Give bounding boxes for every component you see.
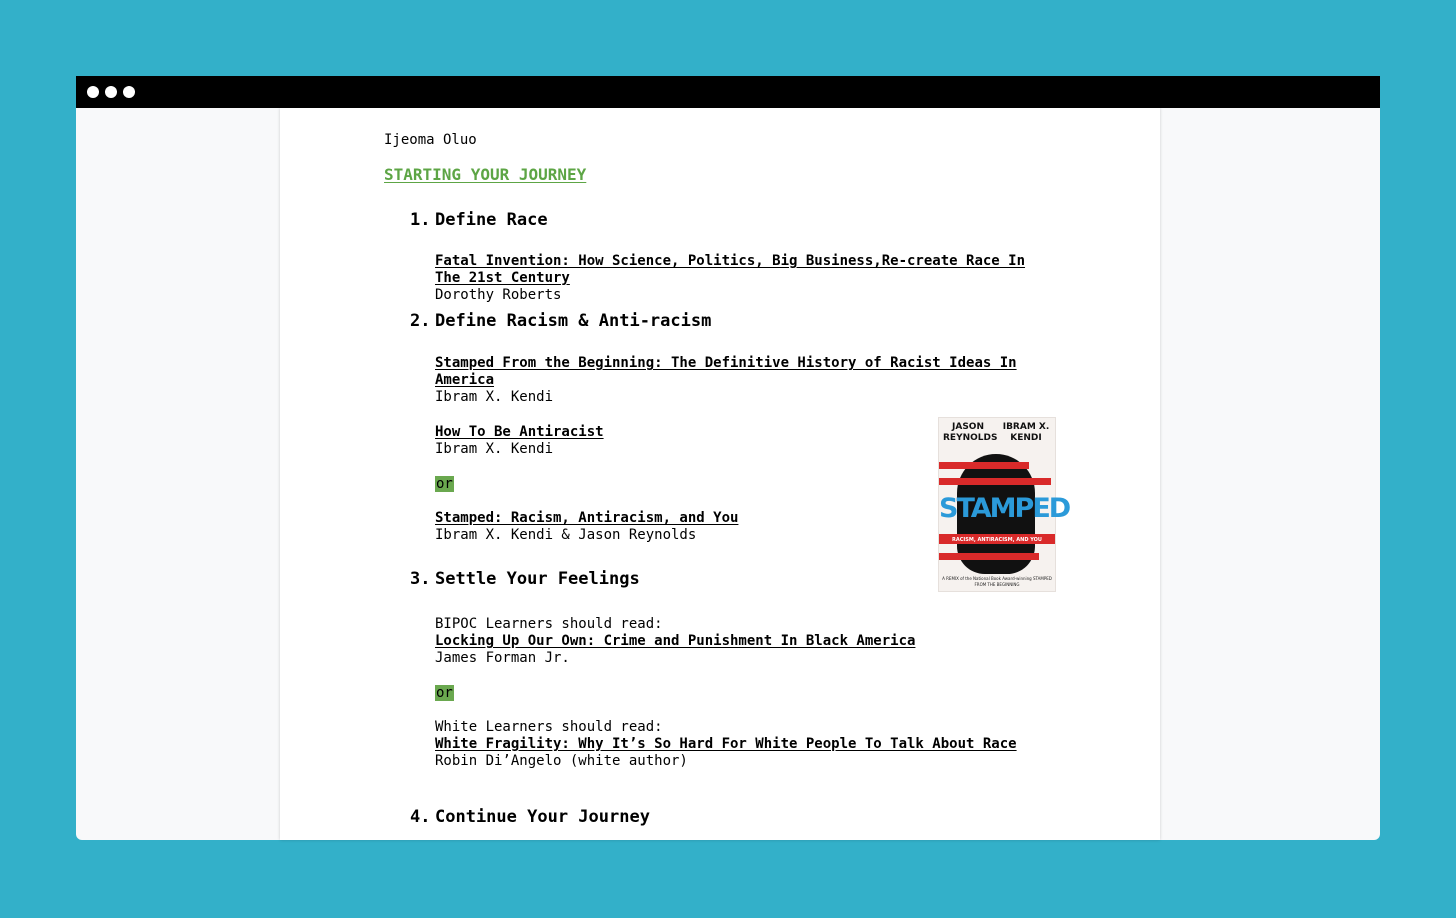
or-highlight: or (436, 476, 453, 492)
header-author: Ijeoma Oluo (384, 132, 477, 148)
cover-title: STAMPED (939, 493, 1070, 524)
step-number: 3. (410, 569, 431, 589)
cover-stripe (939, 462, 1029, 469)
book-author: Ibram X. Kendi (435, 441, 554, 457)
cover-stripe (939, 553, 1039, 560)
or-highlight: or (436, 685, 453, 701)
book-author: Robin Di’Angelo (white author) (435, 753, 688, 769)
book-title-link[interactable]: How To Be Antiracist (435, 424, 604, 440)
book-title-link[interactable]: White Fragility: Why It’s So Hard For White People To Talk About Race (435, 736, 1017, 752)
book-title-link[interactable]: Locking Up Our Own: Crime and Punishment In Black America (435, 633, 916, 649)
cover-footer: A REMIX of the National Book Award-winning STAMPED FROM THE BEGINNING (942, 576, 1052, 587)
step-heading: Define Race (435, 210, 548, 230)
book-cover-image (938, 417, 1070, 592)
step-heading: Define Racism & Anti-racism (435, 311, 712, 331)
step-number: 4. (410, 807, 431, 827)
step-heading: Settle Your Feelings (435, 569, 640, 589)
document-page (280, 108, 1160, 840)
reader-group-label: White Learners should read: (435, 719, 663, 735)
book-title-link[interactable]: Stamped From the Beginning: The Definitive History of Racist Ideas In (435, 355, 1017, 371)
cover-author-right: IBRAM X. KENDI (1002, 422, 1050, 443)
section-title[interactable]: STARTING YOUR JOURNEY (384, 165, 587, 184)
cover-author-left: JASON REYNOLDS (943, 422, 998, 443)
book-author: Dorothy Roberts (435, 287, 562, 303)
window-control-dot[interactable] (105, 86, 117, 98)
book-title-link[interactable]: The 21st Century (435, 270, 570, 286)
step-number: 2. (410, 311, 431, 331)
book-title-link[interactable]: Stamped: Racism, Antiracism, and You (435, 510, 739, 526)
reader-group-label: BIPOC Learners should read: (435, 616, 663, 632)
step-number: 1. (410, 210, 431, 230)
cover-stripe (939, 478, 1051, 485)
book-title-link[interactable]: Fatal Invention: How Science, Politics, Big Business,Re-create Race In (435, 253, 1026, 269)
cover-subtitle: RACISM, ANTIRACISM, AND YOU (952, 537, 1042, 543)
window-titlebar (76, 76, 1380, 108)
book-title-link[interactable]: America (435, 372, 495, 388)
step-heading: Continue Your Journey (435, 807, 650, 827)
browser-window (76, 76, 1380, 840)
book-author: Ibram X. Kendi (435, 389, 554, 405)
book-author: Ibram X. Kendi & Jason Reynolds (435, 527, 697, 543)
book-author: James Forman Jr. (435, 650, 570, 666)
window-control-dot[interactable] (123, 86, 135, 98)
window-control-dot[interactable] (87, 86, 99, 98)
